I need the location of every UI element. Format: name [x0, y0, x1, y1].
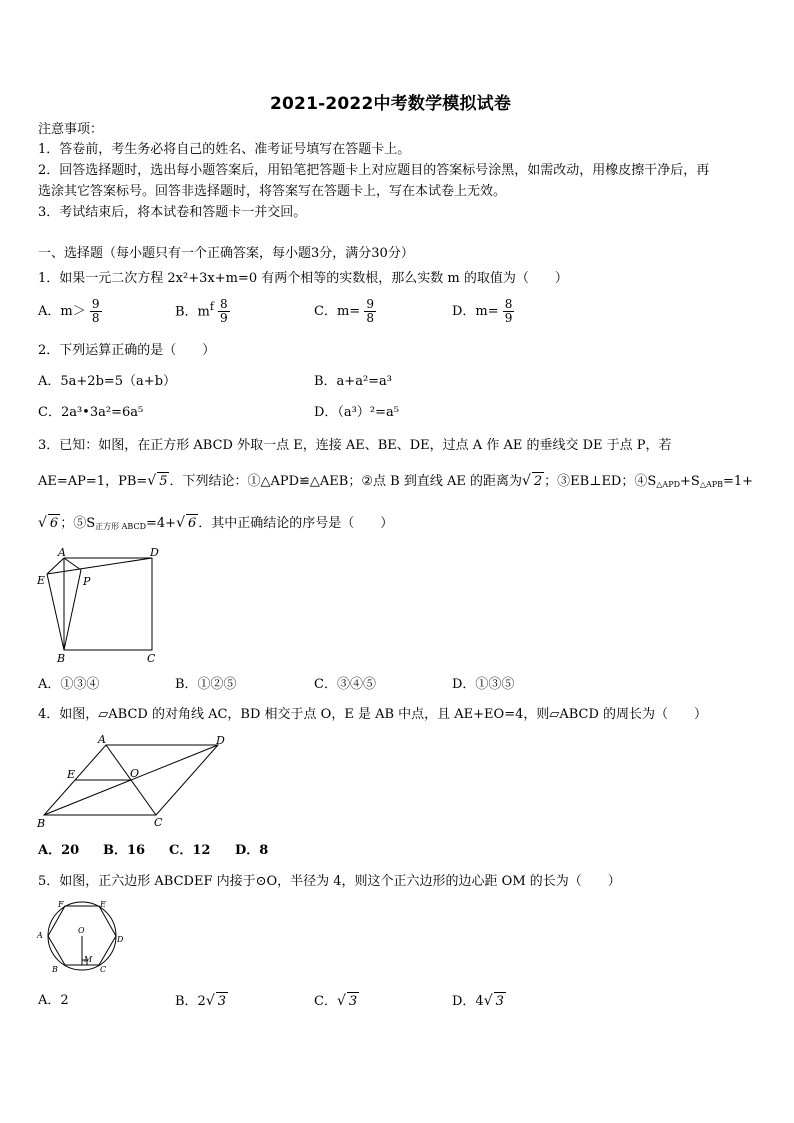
glyph: f — [209, 300, 214, 313]
notice-heading: 注意事项： — [38, 122, 104, 137]
q1-option-a[interactable] — [38, 298, 102, 325]
label-a: A — [58, 546, 66, 559]
option-label: B．2 — [175, 994, 206, 1009]
q1-option-d[interactable] — [452, 298, 514, 325]
q3-option-a[interactable]: A．①③④ — [38, 677, 100, 692]
radical-icon: √ — [205, 993, 215, 1009]
numerator: 9 — [91, 297, 100, 311]
subscript: △APD — [656, 480, 680, 489]
text: ．其中正确结论的序号是（ ） — [198, 516, 394, 531]
question-2-stem: 2．下列运算正确的是（ ） — [38, 343, 216, 358]
question-1-stem: 1．如果一元二次方程 2x²+3x+m=0 有两个相等的实数根，那么实数 m 的取值为（ ） — [38, 271, 568, 286]
label-d: D — [150, 546, 159, 559]
radicand: 3 — [348, 994, 358, 1009]
radical-icon: √ — [483, 993, 493, 1009]
q4-option-d[interactable]: D．8 — [235, 843, 269, 858]
q2-option-a[interactable]: A．5a+2b=5（a+b） — [38, 374, 177, 389]
q3-option-c[interactable]: C．③④⑤ — [314, 677, 376, 692]
text: ；③EB⊥ED；④S — [544, 474, 657, 489]
label-m: M — [84, 955, 93, 964]
fraction — [364, 298, 376, 325]
numerator: 8 — [220, 297, 228, 312]
label-f: F — [58, 900, 64, 909]
label-d: D — [117, 935, 124, 944]
q5-option-b[interactable] — [175, 992, 228, 1011]
notice-item: 选涂其它答案标号。回答非选择题时，将答案写在答题卡上，写在本试卷上无效。 — [38, 184, 507, 199]
text: ；⑤S — [60, 516, 96, 531]
label-a: A — [37, 931, 43, 940]
fraction — [503, 298, 515, 325]
q2-option-d[interactable]: D．（a³）²=a⁵ — [314, 405, 399, 420]
option-label: C． — [314, 994, 337, 1009]
notice-item: 1．答卷前，考生务必将自己的姓名、准考证号填写在答题卡上。 — [38, 142, 411, 157]
label-c: C — [100, 965, 107, 974]
denominator: 9 — [504, 311, 513, 325]
page-title: 2021-2022中考数学模拟试卷 — [270, 94, 512, 114]
label-o: O — [78, 926, 85, 935]
radical-icon: √ — [336, 993, 346, 1009]
radicand: 3 — [217, 994, 227, 1009]
denominator: 9 — [220, 311, 228, 326]
text: AE=AP=1，PB= — [38, 474, 148, 489]
q3-option-b[interactable]: B．①②⑤ — [175, 677, 237, 692]
subscript: 正方形 ABCD — [95, 522, 146, 531]
numerator: 9 — [366, 297, 374, 311]
q5-option-d[interactable] — [452, 992, 506, 1011]
label-c: C — [147, 652, 156, 665]
q1-option-c[interactable] — [314, 298, 376, 325]
fraction — [218, 298, 230, 325]
q3-option-d[interactable]: D．①③⑤ — [452, 677, 515, 692]
label-b: B — [52, 965, 58, 974]
label-b: B — [57, 652, 66, 665]
option-label: A．m＞ — [38, 304, 86, 319]
q5-option-a[interactable]: A．2 — [38, 993, 69, 1008]
option-label: D．4 — [452, 994, 484, 1009]
label-p: P — [83, 575, 91, 588]
question-5-stem: 5．如图，正六边形 ABCDEF 内接于⊙O，半径为 4，则这个正六边形的边心距 OM 的长为（ ） — [38, 874, 621, 889]
q4-option-c[interactable]: C．12 — [169, 843, 211, 858]
q4-option-b[interactable]: B．16 — [103, 843, 146, 858]
q2-option-b[interactable]: B．a+a²=a³ — [314, 374, 393, 389]
radical-icon: √ — [521, 473, 531, 489]
radicand: 3 — [495, 994, 504, 1009]
question-4-stem: 4．如图，▱ABCD 的对角线 AC，BD 相交于点 O，E 是 AB 中点，且 AE+EO=4，则▱ABCD 的周长为（ ） — [38, 707, 708, 722]
fraction — [90, 298, 102, 325]
subscript: △APB — [699, 480, 724, 489]
radical-icon: √ — [176, 515, 185, 531]
notice-item: 3．考试结束后，将本试卷和答题卡一并交回。 — [38, 205, 307, 220]
label-e: E — [37, 574, 46, 587]
option-label: B．m — [175, 304, 210, 320]
question-3-stem: 3．已知：如图，在正方形 ABCD 外取一点 E，连接 AE、BE、DE，过点 A 作 AE 的垂线交 DE 于点 P，若 — [38, 438, 672, 453]
radicand: 6 — [49, 516, 59, 531]
q4-option-a[interactable]: A．20 — [38, 843, 80, 858]
parallelogram-figure — [34, 733, 232, 833]
radical-icon: √ — [147, 473, 157, 489]
numerator: 8 — [504, 297, 513, 311]
label-e: E — [67, 768, 76, 781]
label-a: A — [98, 733, 106, 746]
section-heading: 一、选择题（每小题只有一个正确答案，每小题3分，满分30分） — [38, 246, 414, 261]
radicand: 6 — [187, 516, 197, 531]
text: ．下列结论：①△APD≌△AEB；②点 B 到直线 AE 的距离为 — [169, 474, 522, 489]
label-c: C — [154, 816, 163, 829]
notice-item: 2．回答选择题时，选出每小题答案后，用铅笔把答题卡上对应题目的答案标号涂黑，如需改动，用橡皮擦干净后，再 — [38, 163, 710, 178]
text: =1+ — [723, 474, 754, 489]
q2-option-c[interactable]: C．2a³•3a²=6a⁵ — [38, 405, 144, 420]
text: +S — [680, 474, 700, 489]
denominator: 8 — [91, 311, 100, 325]
option-label: D．m= — [452, 304, 499, 319]
radical-icon: √ — [38, 515, 47, 531]
radicand: 5 — [159, 474, 168, 489]
hexagon-figure — [34, 898, 130, 976]
label-d: D — [216, 734, 225, 747]
label-o: O — [130, 767, 140, 780]
question-3-line2 — [38, 472, 753, 494]
square-figure — [34, 546, 164, 668]
text: =4+ — [146, 516, 177, 531]
question-3-line3 — [38, 514, 393, 536]
label-b: B — [37, 817, 46, 830]
radicand: 2 — [533, 474, 543, 489]
q5-option-c[interactable] — [314, 992, 359, 1011]
label-e: E — [100, 900, 106, 909]
denominator: 8 — [366, 311, 374, 325]
option-label: C．m= — [314, 304, 361, 319]
q1-option-b[interactable] — [175, 298, 230, 325]
